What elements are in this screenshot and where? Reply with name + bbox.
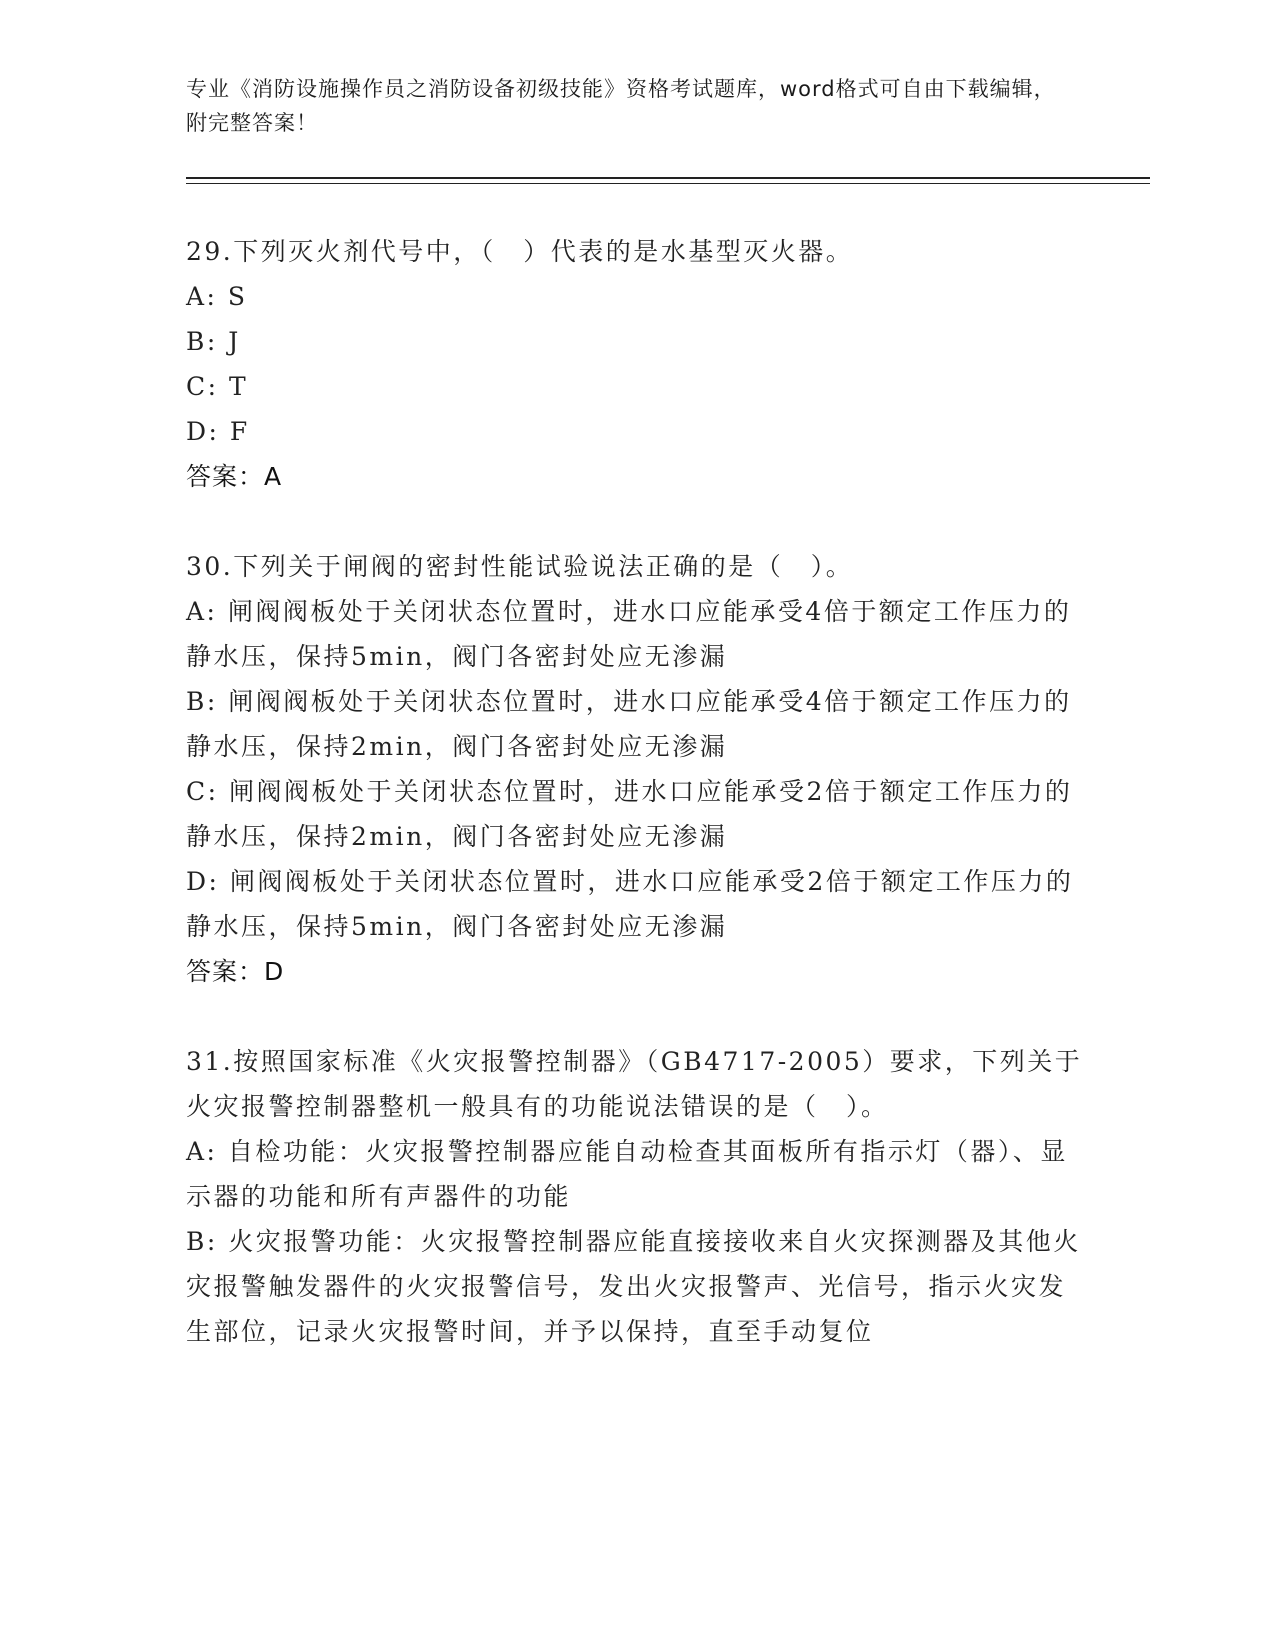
question-stem: 30.下列关于闸阀的密封性能试验说法正确的是（ ）。 <box>186 552 854 581</box>
header-rule-thin <box>186 183 1150 184</box>
question-30 <box>186 544 1086 994</box>
question-stem: 31.按照国家标准《火灾报警控制器》（GB4717-2005）要求，下列关于火灾报警控制器整机一般具有的功能说法错误的是（ ）。 <box>186 1047 1083 1121</box>
option-a: A: 闸阀阀板处于关闭状态位置时，进水口应能承受4倍于额定工作压力的静水压，保持5min，阀门各密封处应无渗漏 <box>186 597 1072 671</box>
question-stem: 29.下列灭火剂代号中，（ ）代表的是水基型灭火器。 <box>186 237 854 266</box>
document-header-note: 专业《消防设施操作员之消防设备初级技能》资格考试题库，word格式可自由下载编辑，附完整答案！ <box>186 77 1056 135</box>
header-rule-thick <box>186 177 1150 179</box>
option-c: C: T <box>186 372 249 401</box>
question-29 <box>186 229 1086 499</box>
option-b: B: J <box>186 327 241 356</box>
option-b: B: 火灾报警功能：火灾报警控制器应能直接接收来自火灾探测器及其他火灾报警触发器件的火灾报警信号，发出火灾报警声、光信号，指示火灾发生部位，记录火灾报警时间，并予以保持，直至手动复位 <box>186 1227 1081 1346</box>
option-a: A: S <box>186 282 248 311</box>
option-d: D: F <box>186 417 250 446</box>
answer-label: 答案：D <box>186 957 285 986</box>
option-b: B: 闸阀阀板处于关闭状态位置时，进水口应能承受4倍于额定工作压力的静水压，保持2min，阀门各密封处应无渗漏 <box>186 687 1072 761</box>
question-list <box>186 229 1086 1354</box>
option-a: A: 自检功能：火灾报警控制器应能自动检查其面板所有指示灯（器）、显示器的功能和所有声器件的功能 <box>186 1137 1068 1211</box>
question-31 <box>186 1039 1086 1354</box>
option-d: D: 闸阀阀板处于关闭状态位置时，进水口应能承受2倍于额定工作压力的静水压，保持5min，阀门各密封处应无渗漏 <box>186 867 1074 941</box>
answer-label: 答案：A <box>186 462 283 491</box>
option-c: C: 闸阀阀板处于关闭状态位置时，进水口应能承受2倍于额定工作压力的静水压，保持2min，阀门各密封处应无渗漏 <box>186 777 1073 851</box>
